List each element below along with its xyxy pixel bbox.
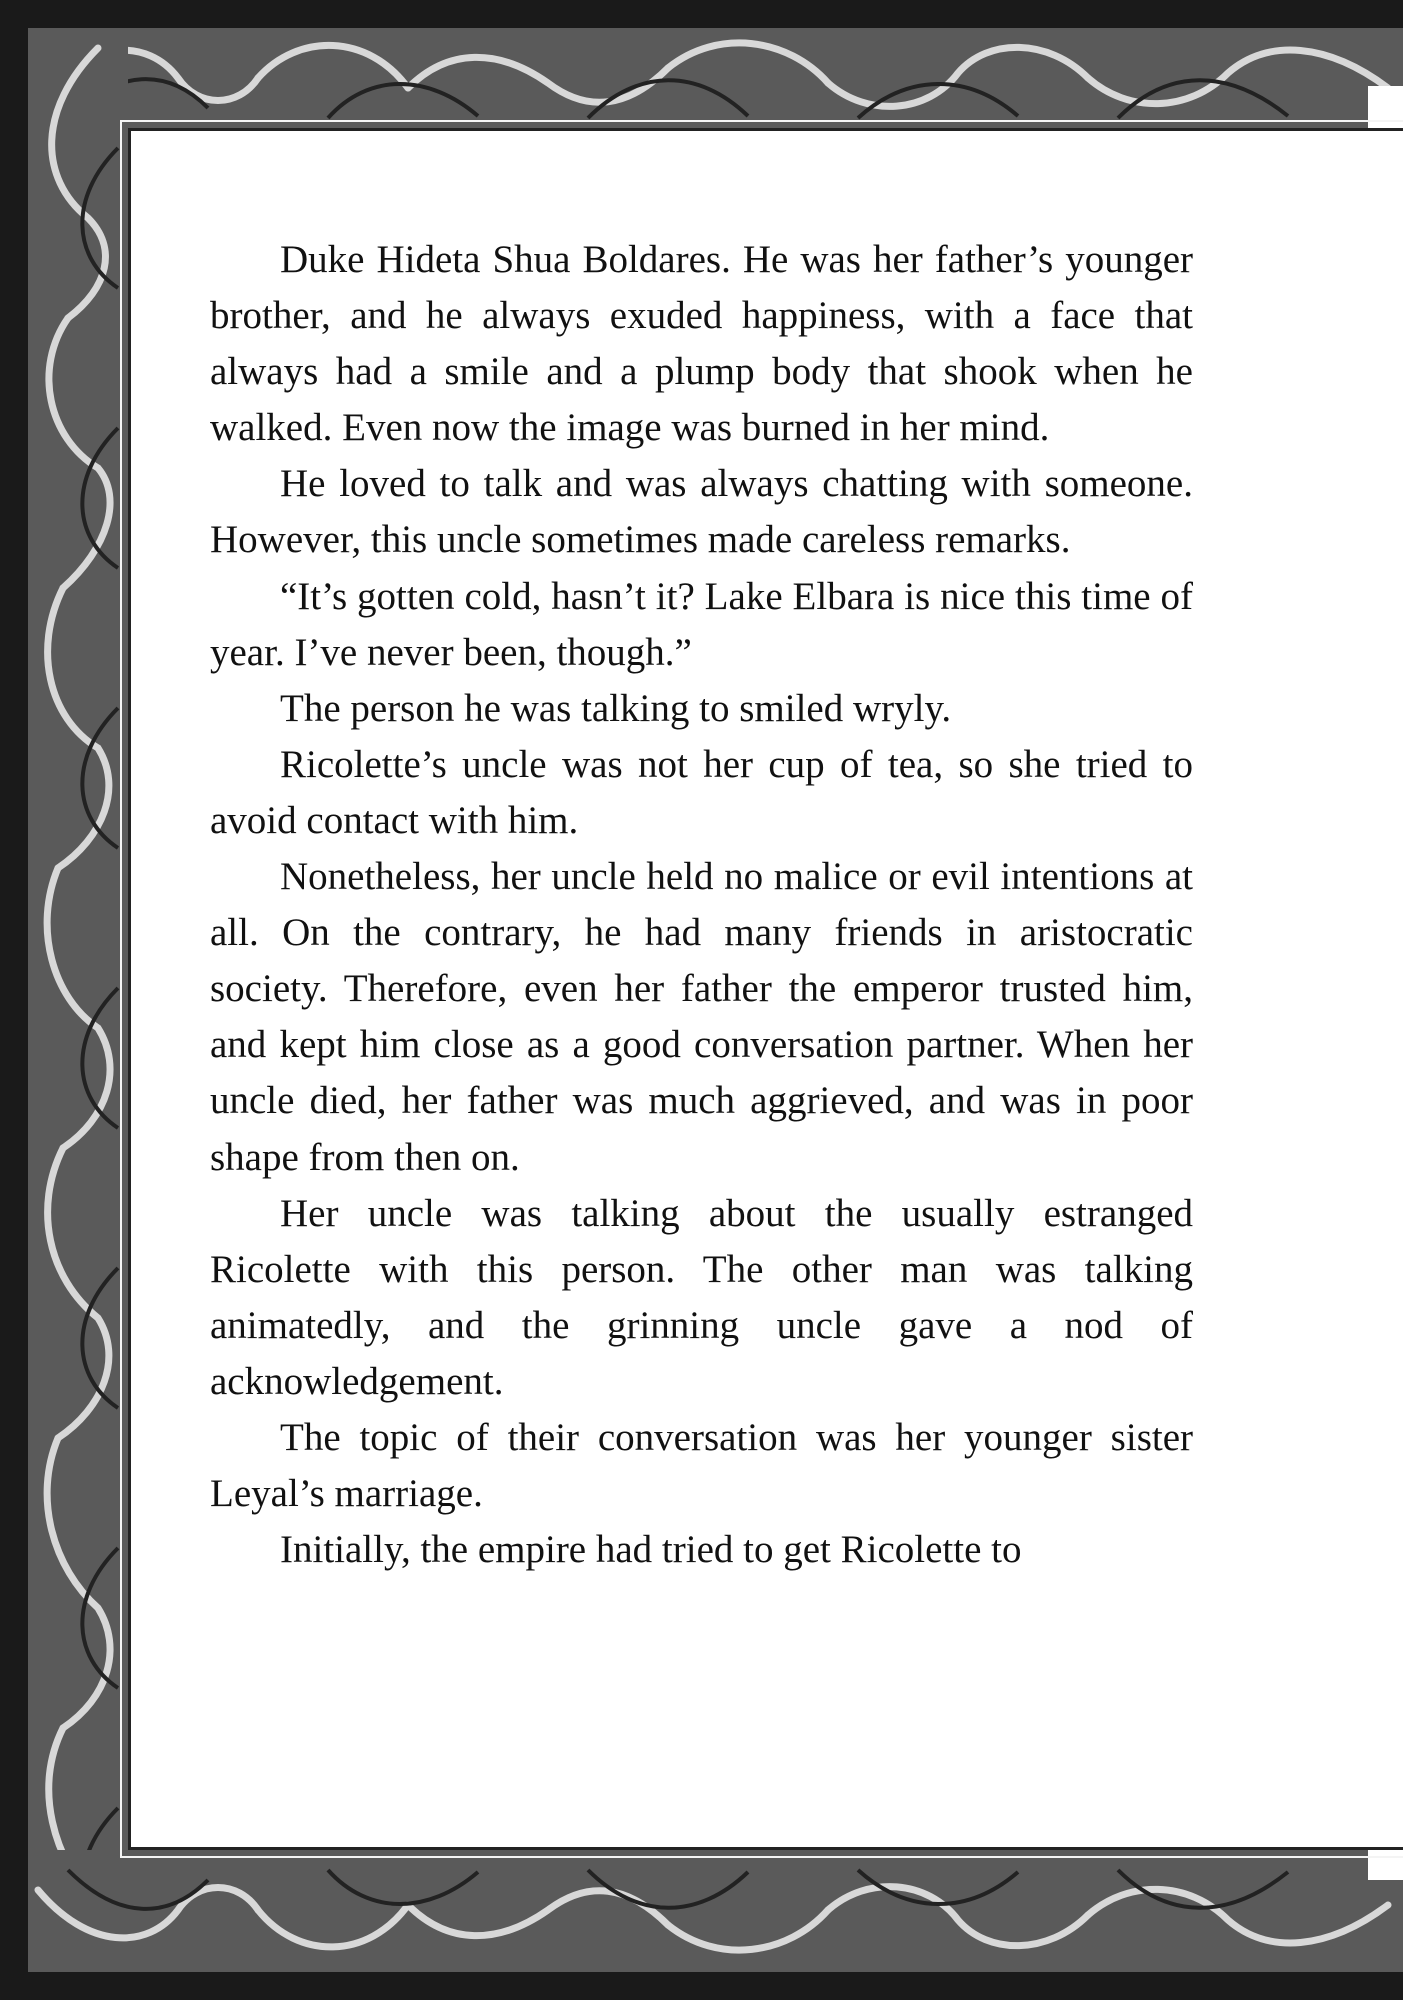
- paragraph: Nonetheless, her uncle held no malice or evil intentions at all. On the contrary, he had many friends in aristocratic society. Therefore, even her father the emperor trusted him, and kept him close as a good conversation partner. When her uncle died, her father was much aggrieved, and was in poor shape from then on.: [210, 855, 1193, 1179]
- scroll-ornament-left-icon: [28, 28, 128, 1972]
- paragraph: Her uncle was talking about the usually estranged Ricolette with this person. The other man was talking animatedly, and the grinning uncle gave a nod of acknowledgement.: [210, 1191, 1193, 1403]
- paragraph: “It’s gotten cold, hasn’t it? Lake Elbara is nice this time of year. I’ve never been, though.”: [210, 574, 1193, 674]
- paragraph: Initially, the empire had tried to get Ricolette to: [280, 1528, 1022, 1572]
- scroll-ornament-top-icon: [28, 28, 1403, 128]
- paragraph: The topic of their conversation was her younger sister Leyal’s marriage.: [210, 1415, 1193, 1516]
- paragraph: He loved to talk and was always chatting with someone. However, this uncle sometimes made careless remarks.: [210, 462, 1193, 562]
- paragraph: The person he was talking to smiled wryly.: [280, 686, 952, 730]
- scroll-ornament-bottom-icon: [28, 1850, 1403, 1972]
- paragraph: Ricolette’s uncle was not her cup of tea, so she tried to avoid contact with him.: [210, 742, 1193, 842]
- paragraph: Duke Hideta Shua Boldares. He was her father’s younger brother, and he always exuded happiness, with a face that always had a smile and a plump body that shook when he walked. Even now the image was burned in her mind.: [210, 238, 1193, 450]
- page-text: [210, 232, 1193, 1578]
